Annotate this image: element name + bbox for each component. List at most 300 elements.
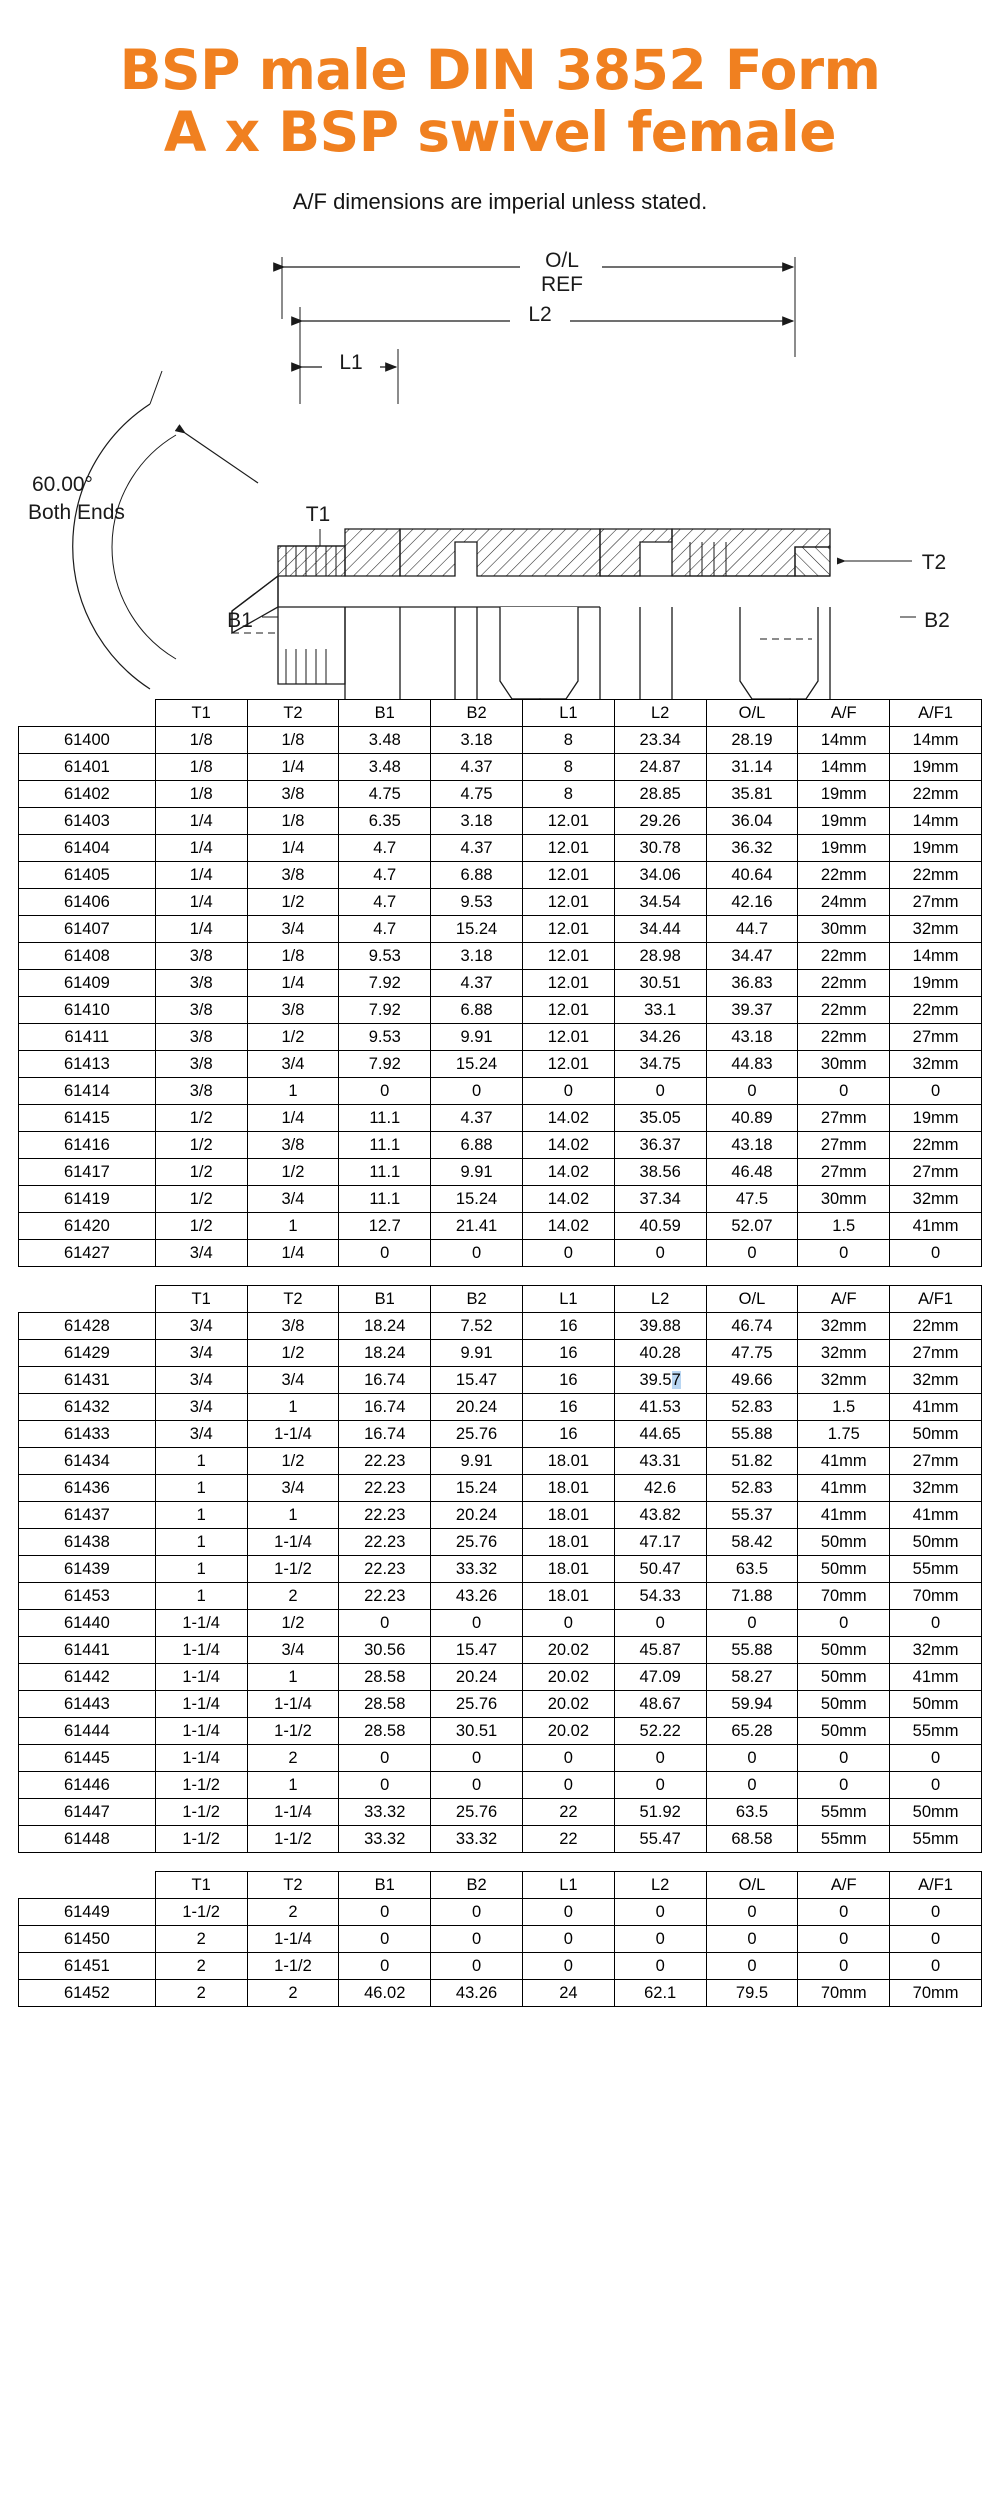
table-header (19, 1286, 982, 1313)
cell-t1: 1-1/2 (155, 1826, 247, 1853)
cell-l1: 12.01 (522, 889, 614, 916)
cell-t2: 1/8 (247, 943, 339, 970)
table-row (19, 1078, 982, 1105)
cell-b2: 33.32 (431, 1826, 523, 1853)
cell-af: 27mm (798, 1132, 890, 1159)
cell-ol: 46.74 (706, 1313, 798, 1340)
cell-l1: 12.01 (522, 943, 614, 970)
cell-b2: 6.88 (431, 1132, 523, 1159)
cell-t2: 3/4 (247, 1637, 339, 1664)
cell-t1: 1/8 (155, 754, 247, 781)
cell-af: 14mm (798, 754, 890, 781)
cell-part: 61414 (19, 1078, 156, 1105)
cell-af: 30mm (798, 916, 890, 943)
table-row (19, 727, 982, 754)
cell-ol: 31.14 (706, 754, 798, 781)
cell-l2: 0 (614, 1772, 706, 1799)
cell-t1: 1 (155, 1502, 247, 1529)
cell-af1: 14mm (890, 943, 982, 970)
cell-b2: 15.24 (431, 1051, 523, 1078)
cell-part: 61409 (19, 970, 156, 997)
cell-b1: 22.23 (339, 1583, 431, 1610)
cell-l1: 0 (522, 1926, 614, 1953)
cell-l2: 51.92 (614, 1799, 706, 1826)
cell-t2: 2 (247, 1583, 339, 1610)
cell-b1: 0 (339, 1772, 431, 1799)
cell-ol: 43.18 (706, 1132, 798, 1159)
cell-t1: 1/4 (155, 916, 247, 943)
cell-t2: 1 (247, 1078, 339, 1105)
cell-l2: 0 (614, 1926, 706, 1953)
cell-ol: 58.27 (706, 1664, 798, 1691)
cell-part: 61433 (19, 1421, 156, 1448)
cell-af: 41mm (798, 1475, 890, 1502)
cell-part: 61440 (19, 1610, 156, 1637)
page-title-line-1: BSP male DIN 3852 Form (119, 38, 881, 102)
cell-ol: 28.19 (706, 727, 798, 754)
cell-af1: 55mm (890, 1556, 982, 1583)
cell-b1: 7.92 (339, 997, 431, 1024)
cell-t2: 1 (247, 1502, 339, 1529)
cell-b1: 16.74 (339, 1421, 431, 1448)
cell-t1: 1-1/2 (155, 1899, 247, 1926)
cell-l2: 39.57 (614, 1367, 706, 1394)
cell-part: 61451 (19, 1953, 156, 1980)
cell-af: 14mm (798, 727, 890, 754)
cell-af: 50mm (798, 1529, 890, 1556)
cell-af1: 22mm (890, 862, 982, 889)
cell-t2: 1-1/2 (247, 1953, 339, 1980)
page-subtitle: A/F dimensions are imperial unless stated. (292, 189, 708, 215)
cell-part: 61438 (19, 1529, 156, 1556)
cell-ol: 52.07 (706, 1213, 798, 1240)
column-header-t1: T1 (155, 1286, 247, 1313)
cell-l1: 12.01 (522, 808, 614, 835)
cell-l1: 16 (522, 1421, 614, 1448)
cell-b2: 0 (431, 1078, 523, 1105)
cell-l1: 16 (522, 1367, 614, 1394)
cell-t1: 1 (155, 1556, 247, 1583)
cell-af: 27mm (798, 1105, 890, 1132)
cell-af: 0 (798, 1926, 890, 1953)
cell-b1: 16.74 (339, 1367, 431, 1394)
cell-part: 61429 (19, 1340, 156, 1367)
cell-l2: 34.44 (614, 916, 706, 943)
cell-ol: 63.5 (706, 1799, 798, 1826)
cell-af: 0 (798, 1899, 890, 1926)
cell-part: 61416 (19, 1132, 156, 1159)
cell-b2: 20.24 (431, 1502, 523, 1529)
column-header-l1: L1 (522, 700, 614, 727)
cell-t1: 2 (155, 1926, 247, 1953)
cell-b1: 33.32 (339, 1799, 431, 1826)
cell-l2: 30.78 (614, 835, 706, 862)
column-header-af1: A/F1 (890, 1286, 982, 1313)
cell-ol: 40.64 (706, 862, 798, 889)
cell-af: 1.5 (798, 1213, 890, 1240)
cell-t2: 1-1/2 (247, 1826, 339, 1853)
cell-l2: 52.22 (614, 1718, 706, 1745)
cell-l1: 12.01 (522, 1024, 614, 1051)
cell-l1: 0 (522, 1772, 614, 1799)
cell-l2: 0 (614, 1899, 706, 1926)
cell-b1: 46.02 (339, 1980, 431, 2007)
table-row (19, 1610, 982, 1637)
cell-b2: 15.47 (431, 1367, 523, 1394)
cell-af1: 50mm (890, 1529, 982, 1556)
cell-t2: 1 (247, 1664, 339, 1691)
cell-l1: 0 (522, 1610, 614, 1637)
column-header-b2: B2 (431, 1286, 523, 1313)
cell-ol: 47.75 (706, 1340, 798, 1367)
cell-l2: 30.51 (614, 970, 706, 997)
column-header-l2: L2 (614, 1872, 706, 1899)
cell-part: 61450 (19, 1926, 156, 1953)
cell-ol: 49.66 (706, 1367, 798, 1394)
cell-ol: 55.37 (706, 1502, 798, 1529)
cell-ol: 58.42 (706, 1529, 798, 1556)
column-header-part (19, 700, 156, 727)
cell-ol: 47.5 (706, 1186, 798, 1213)
cell-l2: 28.98 (614, 943, 706, 970)
cell-b1: 7.92 (339, 1051, 431, 1078)
table-row (19, 1186, 982, 1213)
cell-t2: 1/2 (247, 1340, 339, 1367)
cell-b1: 11.1 (339, 1105, 431, 1132)
column-header-t2: T2 (247, 700, 339, 727)
cell-af: 50mm (798, 1664, 890, 1691)
cell-l2: 34.06 (614, 862, 706, 889)
spec-table-1 (18, 699, 982, 1267)
cell-l1: 16 (522, 1340, 614, 1367)
cell-b1: 0 (339, 1078, 431, 1105)
table-row (19, 889, 982, 916)
cell-b2: 9.91 (431, 1024, 523, 1051)
spec-table-2 (18, 1285, 982, 1853)
cell-ol: 0 (706, 1240, 798, 1267)
cell-ol: 36.32 (706, 835, 798, 862)
cell-t2: 2 (247, 1899, 339, 1926)
table-row (19, 1980, 982, 2007)
cell-b1: 22.23 (339, 1529, 431, 1556)
cell-part: 61401 (19, 754, 156, 781)
cell-t1: 3/4 (155, 1340, 247, 1367)
cell-af: 22mm (798, 862, 890, 889)
cell-l2: 48.67 (614, 1691, 706, 1718)
cell-part: 61419 (19, 1186, 156, 1213)
cell-l1: 16 (522, 1394, 614, 1421)
cell-af: 22mm (798, 1024, 890, 1051)
cell-l2: 42.6 (614, 1475, 706, 1502)
cell-l1: 20.02 (522, 1691, 614, 1718)
cell-b1: 0 (339, 1953, 431, 1980)
cell-t1: 1 (155, 1583, 247, 1610)
cell-t1: 1/4 (155, 835, 247, 862)
cell-b2: 3.18 (431, 943, 523, 970)
cell-l1: 0 (522, 1899, 614, 1926)
cell-l1: 16 (522, 1313, 614, 1340)
cell-b1: 3.48 (339, 727, 431, 754)
column-header-b1: B1 (339, 1872, 431, 1899)
cell-ol: 39.37 (706, 997, 798, 1024)
cell-t1: 3/4 (155, 1394, 247, 1421)
label-l2: L2 (528, 303, 552, 327)
cell-part: 61403 (19, 808, 156, 835)
cell-af1: 32mm (890, 916, 982, 943)
cell-part: 61402 (19, 781, 156, 808)
cell-l2: 39.88 (614, 1313, 706, 1340)
cell-t1: 1-1/4 (155, 1691, 247, 1718)
column-header-ol: O/L (706, 700, 798, 727)
cell-af: 55mm (798, 1826, 890, 1853)
cell-b1: 16.74 (339, 1394, 431, 1421)
cell-b2: 4.37 (431, 1105, 523, 1132)
cell-af1: 32mm (890, 1367, 982, 1394)
cell-t1: 1-1/4 (155, 1745, 247, 1772)
cell-t2: 3/8 (247, 1313, 339, 1340)
cell-b2: 7.52 (431, 1313, 523, 1340)
label-t2: T2 (921, 551, 947, 575)
column-header-t2: T2 (247, 1872, 339, 1899)
cell-l2: 34.75 (614, 1051, 706, 1078)
cell-t1: 3/8 (155, 943, 247, 970)
page-title (0, 0, 1000, 163)
cell-af: 22mm (798, 943, 890, 970)
table-row (19, 1448, 982, 1475)
cell-af1: 70mm (890, 1980, 982, 2007)
cell-af1: 27mm (890, 1340, 982, 1367)
cell-t2: 3/4 (247, 1051, 339, 1078)
table-row (19, 1240, 982, 1267)
cell-l2: 34.54 (614, 889, 706, 916)
cell-t2: 1/4 (247, 754, 339, 781)
cell-b2: 43.26 (431, 1583, 523, 1610)
cell-ol: 65.28 (706, 1718, 798, 1745)
cell-af1: 0 (890, 1899, 982, 1926)
cell-b2: 4.37 (431, 754, 523, 781)
cell-b2: 6.88 (431, 997, 523, 1024)
cell-b1: 0 (339, 1899, 431, 1926)
cell-part: 61427 (19, 1240, 156, 1267)
label-ref: REF (541, 273, 583, 297)
cell-l2: 0 (614, 1078, 706, 1105)
cell-l1: 14.02 (522, 1132, 614, 1159)
column-header-af: A/F (798, 700, 890, 727)
table-row (19, 970, 982, 997)
cell-part: 61431 (19, 1367, 156, 1394)
cell-ol: 0 (706, 1745, 798, 1772)
cell-b1: 22.23 (339, 1448, 431, 1475)
cell-l1: 12.01 (522, 1051, 614, 1078)
cell-t2: 3/8 (247, 781, 339, 808)
column-header-ol: O/L (706, 1286, 798, 1313)
cell-t1: 3/4 (155, 1421, 247, 1448)
cell-t1: 1 (155, 1475, 247, 1502)
cell-af1: 22mm (890, 997, 982, 1024)
cell-l1: 0 (522, 1745, 614, 1772)
table-header-row (19, 1286, 982, 1313)
cell-part: 61442 (19, 1664, 156, 1691)
cell-t1: 1/2 (155, 1213, 247, 1240)
cell-af: 19mm (798, 835, 890, 862)
cell-af: 22mm (798, 970, 890, 997)
cell-t1: 1-1/4 (155, 1610, 247, 1637)
cell-l2: 28.85 (614, 781, 706, 808)
cell-af1: 0 (890, 1745, 982, 1772)
cell-af: 1.5 (798, 1394, 890, 1421)
cell-t2: 3/8 (247, 997, 339, 1024)
table-row (19, 1799, 982, 1826)
cell-l2: 50.47 (614, 1556, 706, 1583)
cell-l2: 47.09 (614, 1664, 706, 1691)
cell-t2: 1/2 (247, 889, 339, 916)
cell-l2: 24.87 (614, 754, 706, 781)
cell-af: 27mm (798, 1159, 890, 1186)
cell-af1: 41mm (890, 1502, 982, 1529)
cell-ol: 43.18 (706, 1024, 798, 1051)
cell-af: 70mm (798, 1583, 890, 1610)
table-row (19, 1926, 982, 1953)
cell-af: 24mm (798, 889, 890, 916)
cell-af: 50mm (798, 1556, 890, 1583)
cell-part: 61443 (19, 1691, 156, 1718)
cell-b2: 0 (431, 1610, 523, 1637)
cell-l2: 55.47 (614, 1826, 706, 1853)
cell-b1: 18.24 (339, 1313, 431, 1340)
cell-b2: 3.18 (431, 727, 523, 754)
cell-part: 61413 (19, 1051, 156, 1078)
table-row (19, 997, 982, 1024)
cell-l2: 38.56 (614, 1159, 706, 1186)
cell-b1: 9.53 (339, 943, 431, 970)
cell-t1: 1/4 (155, 889, 247, 916)
cell-l1: 24 (522, 1980, 614, 2007)
cell-b2: 15.24 (431, 1475, 523, 1502)
cell-part: 61436 (19, 1475, 156, 1502)
table-row (19, 781, 982, 808)
table-row (19, 1421, 982, 1448)
cell-t2: 1-1/4 (247, 1691, 339, 1718)
cell-l2: 23.34 (614, 727, 706, 754)
cell-af1: 19mm (890, 1105, 982, 1132)
cell-b2: 20.24 (431, 1664, 523, 1691)
cell-t2: 2 (247, 1980, 339, 2007)
cell-af: 32mm (798, 1340, 890, 1367)
cell-t2: 1-1/2 (247, 1556, 339, 1583)
cell-part: 61434 (19, 1448, 156, 1475)
column-header-af1: A/F1 (890, 700, 982, 727)
cell-b1: 0 (339, 1926, 431, 1953)
cell-ol: 71.88 (706, 1583, 798, 1610)
cell-l2: 35.05 (614, 1105, 706, 1132)
cell-t1: 1/8 (155, 781, 247, 808)
cell-l1: 12.01 (522, 916, 614, 943)
cell-ol: 55.88 (706, 1421, 798, 1448)
cell-l2: 0 (614, 1953, 706, 1980)
label-b2: B2 (924, 609, 950, 633)
cell-l1: 14.02 (522, 1186, 614, 1213)
table-row (19, 1313, 982, 1340)
cell-af: 50mm (798, 1718, 890, 1745)
cell-part: 61439 (19, 1556, 156, 1583)
cell-part: 61405 (19, 862, 156, 889)
cell-part: 61445 (19, 1745, 156, 1772)
table-header (19, 700, 982, 727)
cell-part: 61410 (19, 997, 156, 1024)
table-row (19, 1772, 982, 1799)
cell-ol: 36.83 (706, 970, 798, 997)
column-header-l2: L2 (614, 700, 706, 727)
cell-t1: 1 (155, 1529, 247, 1556)
cell-b2: 4.75 (431, 781, 523, 808)
table-row (19, 943, 982, 970)
column-header-b2: B2 (431, 1872, 523, 1899)
table-body-3 (19, 1899, 982, 2007)
cell-b2: 43.26 (431, 1980, 523, 2007)
cell-af1: 55mm (890, 1826, 982, 1853)
cell-b1: 28.58 (339, 1691, 431, 1718)
table-row (19, 1718, 982, 1745)
cell-b1: 4.7 (339, 862, 431, 889)
cell-b1: 11.1 (339, 1186, 431, 1213)
cell-b2: 9.53 (431, 889, 523, 916)
table-header-row (19, 1872, 982, 1899)
cell-l2: 33.1 (614, 997, 706, 1024)
cell-af: 19mm (798, 808, 890, 835)
cell-t1: 3/8 (155, 970, 247, 997)
cell-l1: 0 (522, 1953, 614, 1980)
table-row (19, 1024, 982, 1051)
cell-af: 30mm (798, 1186, 890, 1213)
cell-af1: 50mm (890, 1421, 982, 1448)
cell-t1: 3/4 (155, 1240, 247, 1267)
cell-l1: 14.02 (522, 1105, 614, 1132)
cell-t1: 1/4 (155, 808, 247, 835)
cell-b1: 28.58 (339, 1718, 431, 1745)
label-b1: B1 (227, 609, 253, 633)
cell-ol: 79.5 (706, 1980, 798, 2007)
cell-af1: 32mm (890, 1475, 982, 1502)
cell-l2: 41.53 (614, 1394, 706, 1421)
cell-l1: 8 (522, 727, 614, 754)
cell-b2: 0 (431, 1953, 523, 1980)
cell-part: 61437 (19, 1502, 156, 1529)
cell-b2: 9.91 (431, 1159, 523, 1186)
cell-l1: 12.01 (522, 997, 614, 1024)
cell-af: 0 (798, 1772, 890, 1799)
cell-af1: 0 (890, 1610, 982, 1637)
cell-ol: 46.48 (706, 1159, 798, 1186)
cell-t1: 3/8 (155, 997, 247, 1024)
cell-af1: 14mm (890, 808, 982, 835)
column-header-l1: L1 (522, 1872, 614, 1899)
cell-b1: 0 (339, 1610, 431, 1637)
cell-b2: 0 (431, 1745, 523, 1772)
cell-part: 61417 (19, 1159, 156, 1186)
cell-b2: 3.18 (431, 808, 523, 835)
column-header-part (19, 1872, 156, 1899)
cell-af1: 22mm (890, 1132, 982, 1159)
table-row (19, 1583, 982, 1610)
cell-t1: 1/8 (155, 727, 247, 754)
cell-l1: 18.01 (522, 1502, 614, 1529)
cell-af: 30mm (798, 1051, 890, 1078)
cell-b1: 18.24 (339, 1340, 431, 1367)
label-both-ends: Both Ends (28, 501, 125, 525)
cell-t1: 1-1/4 (155, 1664, 247, 1691)
cell-b1: 30.56 (339, 1637, 431, 1664)
cell-t2: 2 (247, 1745, 339, 1772)
